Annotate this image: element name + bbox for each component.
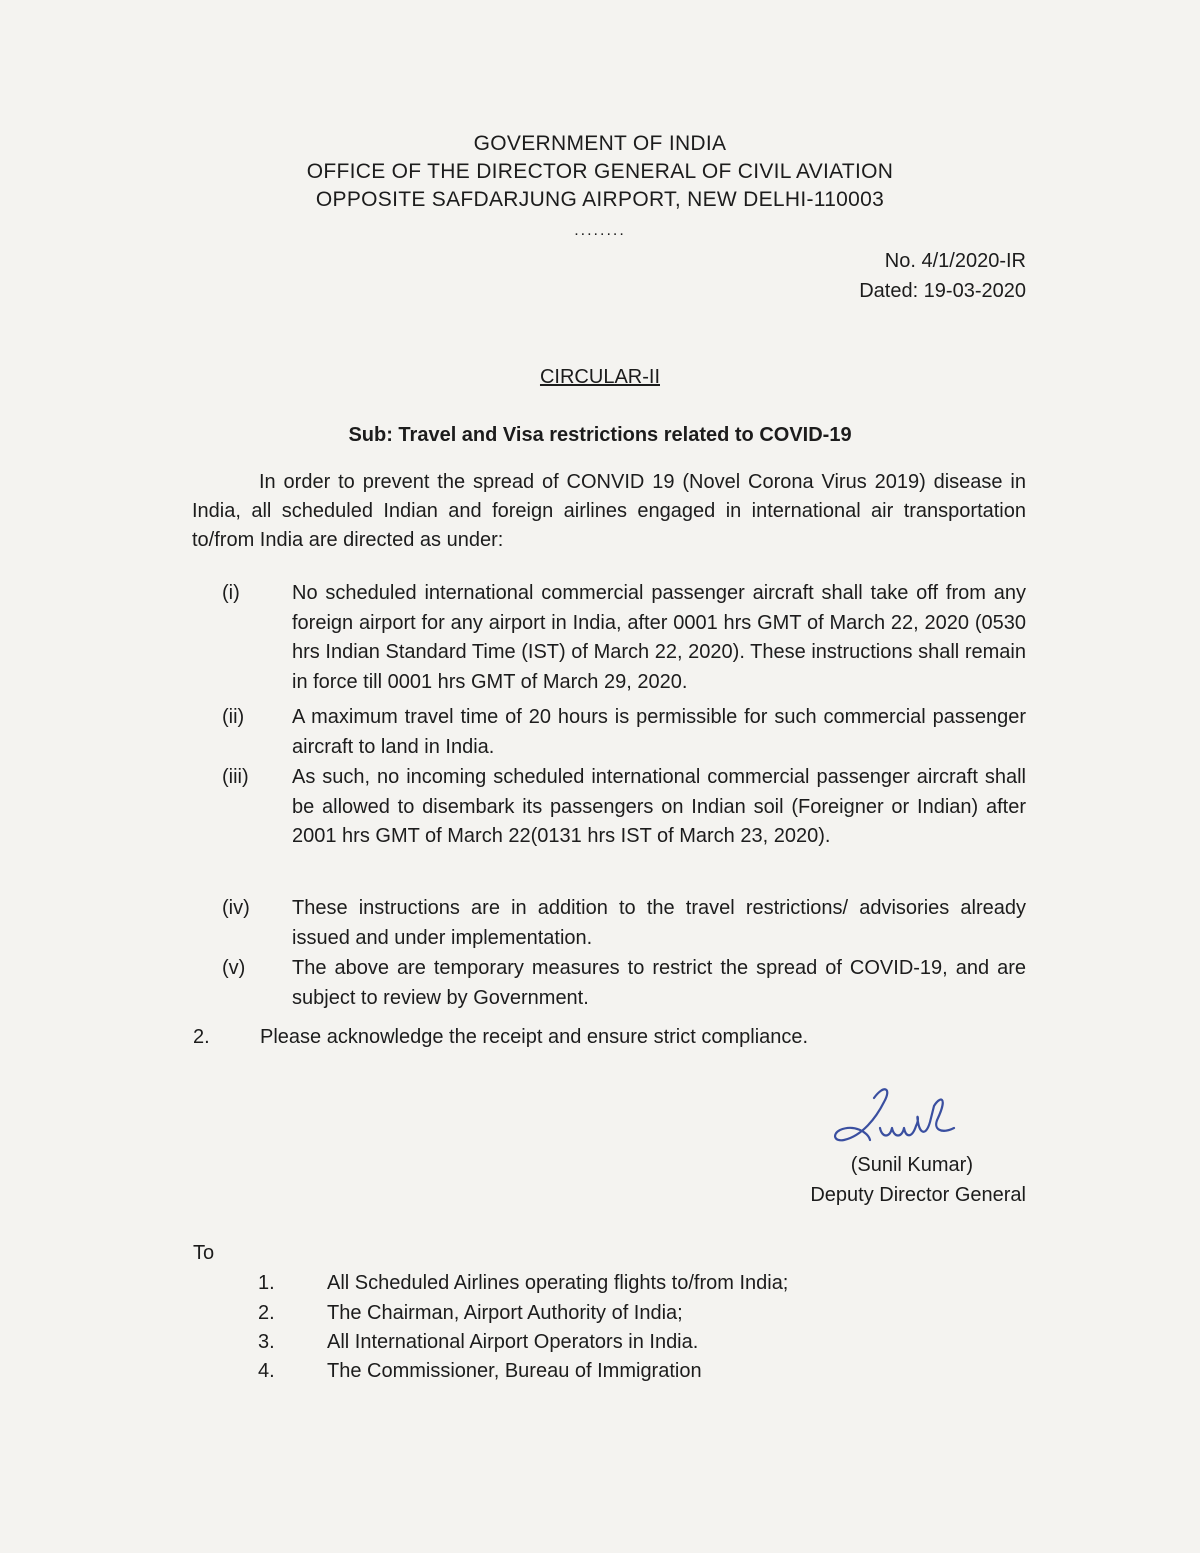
direction-number: (i) (222, 582, 240, 604)
direction-text: These instructions are in addition to the travel restrictions/ advisories already issued and under implementation. (292, 897, 1026, 949)
acknowledgement-paragraph (193, 1026, 808, 1049)
recipient-text: The Commissioner, Bureau of Immigration (327, 1360, 702, 1382)
direction-item (222, 703, 1026, 762)
reference-number: No. 4/1/2020-IR (884, 250, 1026, 272)
header-office: OFFICE OF THE DIRECTOR GENERAL OF CIVIL AVIATION (306, 160, 894, 183)
header-separator: ........ (574, 222, 626, 239)
recipient-text: The Chairman, Airport Authority of India; (327, 1302, 683, 1324)
recipient-item (258, 1331, 698, 1354)
recipient-item (258, 1302, 683, 1325)
direction-text: A maximum travel time of 20 hours is permissible for such commercial passenger aircraft to land in India. (292, 706, 1026, 758)
recipient-number: 1. (258, 1272, 275, 1294)
recipients-label: To (193, 1242, 215, 1264)
recipient-number: 2. (258, 1302, 275, 1324)
recipient-item (258, 1272, 788, 1295)
direction-number: (iii) (222, 766, 249, 788)
signatory-designation: Deputy Director General (810, 1184, 1026, 1206)
direction-text: No scheduled international commercial passenger aircraft shall take off from any foreign airport for any airport in India, after 0001 hrs GMT of March 22, 2020 (0530 hrs Indian Standard Time (IST) of March 22, 2020). These instructions shall remain in force till 0001 hrs GMT of March 29, 2020. (292, 582, 1026, 693)
direction-item (222, 579, 1026, 697)
direction-number: (v) (222, 957, 246, 979)
direction-item (222, 894, 1026, 953)
header-address: OPPOSITE SAFDARJUNG AIRPORT, NEW DELHI-110003 (315, 188, 885, 211)
paragraph-text: Please acknowledge the receipt and ensure strict compliance. (260, 1026, 809, 1048)
header-government: GOVERNMENT OF INDIA (473, 132, 727, 155)
direction-number: (iv) (222, 897, 250, 919)
recipient-text: All Scheduled Airlines operating flights to/from India; (327, 1272, 789, 1294)
recipient-item (258, 1360, 702, 1383)
circular-title: CIRCULAR-II (539, 366, 660, 388)
recipient-number: 3. (258, 1331, 275, 1353)
signatory-name: (Sunil Kumar) (850, 1154, 973, 1176)
direction-text: As such, no incoming scheduled international commercial passenger aircraft shall be allowed to disembark its passengers on Indian soil (Foreigner or Indian) after 2001 hrs GMT of March 22(0131 hrs IST of March 23, 2020). (292, 766, 1026, 847)
intro-paragraph: In order to prevent the spread of CONVID 19 (Novel Corona Virus 2019) disease in India, all scheduled Indian and foreign airlines engaged in international air transportation to/from India are directed as under: (192, 471, 1026, 551)
reference-date: Dated: 19-03-2020 (859, 280, 1026, 302)
direction-number: (ii) (222, 706, 245, 728)
direction-item (222, 954, 1026, 1013)
recipient-text: All International Airport Operators in India. (327, 1331, 699, 1353)
subject-line: Sub: Travel and Visa restrictions related to COVID-19 (348, 424, 852, 446)
signature-stroke (835, 1089, 954, 1140)
recipient-number: 4. (258, 1360, 275, 1382)
direction-text: The above are temporary measures to restrict the spread of COVID-19, and are subject to review by Government. (292, 957, 1026, 1009)
direction-item (222, 763, 1026, 852)
paragraph-number: 2. (193, 1026, 210, 1048)
